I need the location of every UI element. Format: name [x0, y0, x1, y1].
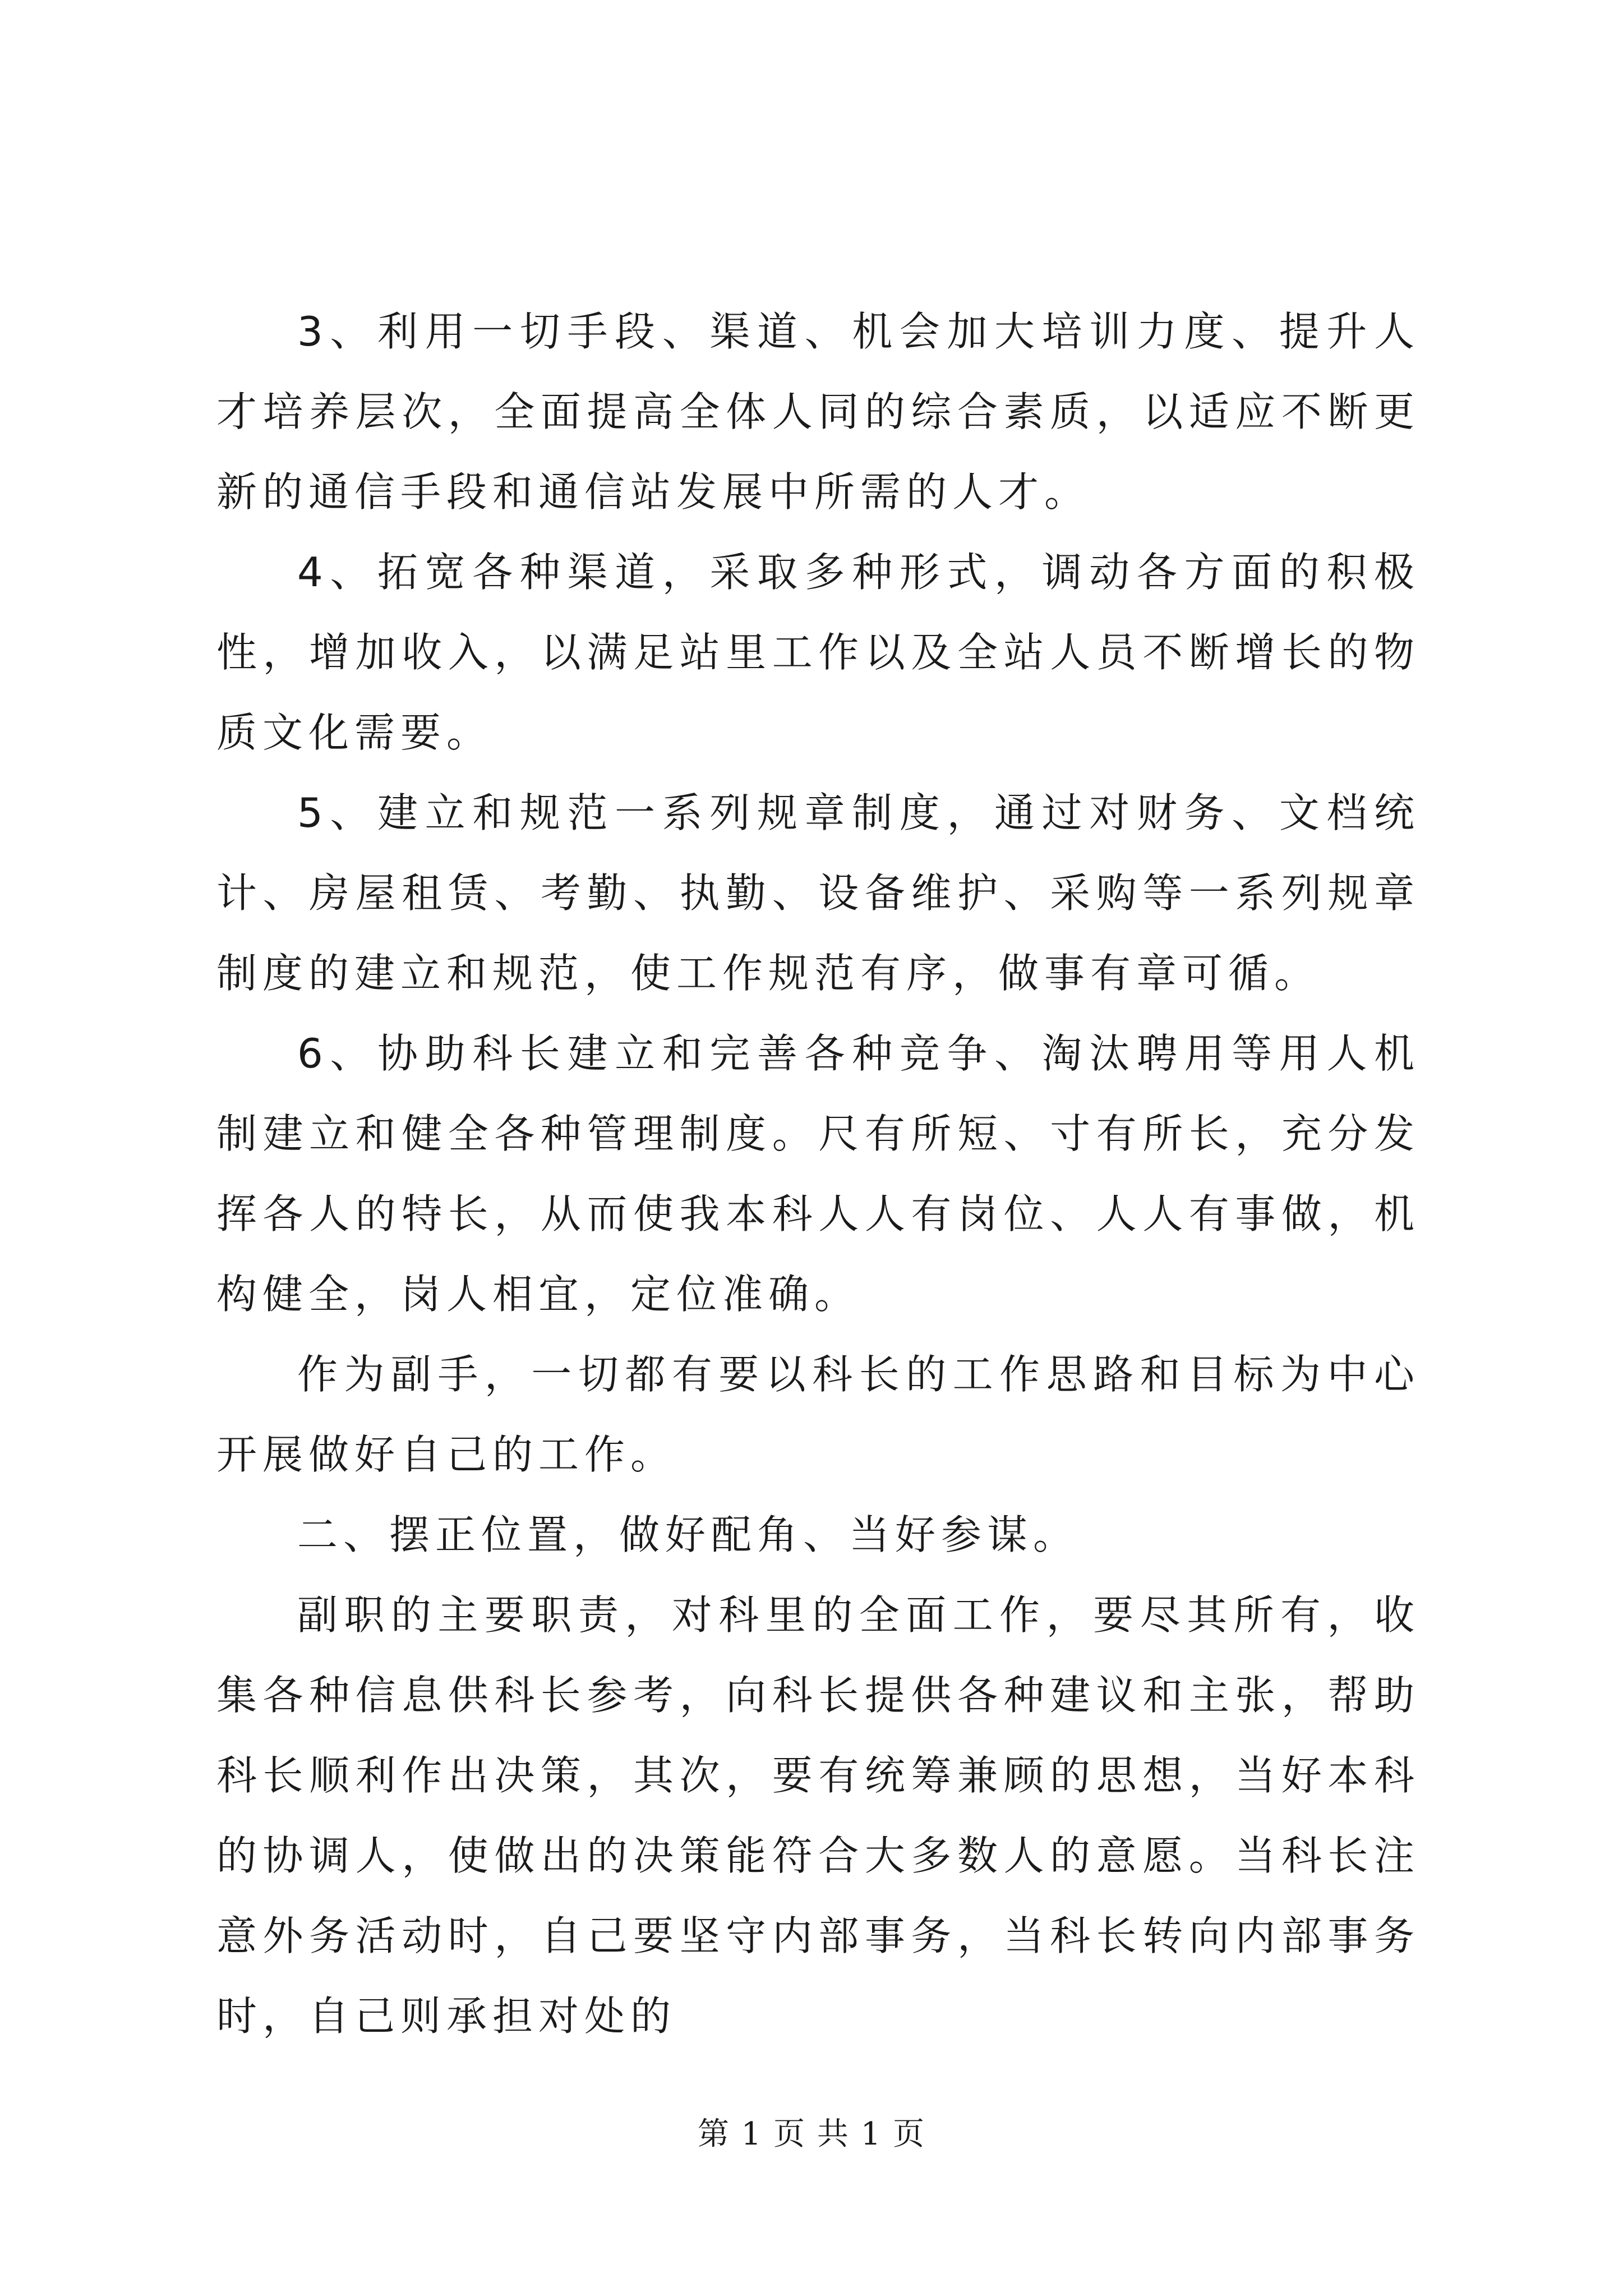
section-heading-two: 二、摆正位置，做好配角、当好参谋。 — [297, 1511, 1080, 1558]
paragraph-item-4: 4、拓宽各种渠道，采取多种形式，调动各方面的积极性，增加收入，以满足站里工作以及全站人员不断增长的物质文化需要。 — [216, 549, 1420, 756]
paragraph-item-5: 5、建立和规范一系列规章制度，通过对财务、文档统计、房屋租赁、考勤、执勤、设备维护、采购等一系列规章制度的建立和规范，使工作规范有序，做事有章可循。 — [216, 789, 1420, 997]
paragraph-deputy-role: 作为副手，一切都有要以科长的工作思路和目标为中心开展做好自己的工作。 — [216, 1351, 1420, 1478]
paragraph-item-6: 6、协助科长建立和完善各种竞争、淘汰聘用等用人机制建立和健全各种管理制度。尺有所短、寸有所长，充分发挥各人的特长，从而使我本科人人有岗位、人人有事做，机构健全，岗人相宜，定位准确。 — [216, 1030, 1420, 1318]
page-number-footer: 第 1 页 共 1 页 — [697, 2116, 926, 2152]
paragraph-deputy-duties: 副职的主要职责，对科里的全面工作，要尽其所有，收集各种信息供科长参考，向科长提供各种建议和主张，帮助科长顺利作出决策，其次，要有统筹兼顾的思想，当好本科的协调人，使做出的决策能符合大多数人的意愿。当科长注意外务活动时，自己要坚守内部事务，当科长转向内部事务时，自己则承担对处的 — [216, 1591, 1420, 2040]
paragraph-item-3: 3、利用一切手段、渠道、机会加大培训力度、提升人才培养层次，全面提高全体人同的综合素质，以适应不断更新的通信手段和通信站发展中所需的人才。 — [216, 308, 1420, 516]
document-body — [216, 292, 1420, 2056]
